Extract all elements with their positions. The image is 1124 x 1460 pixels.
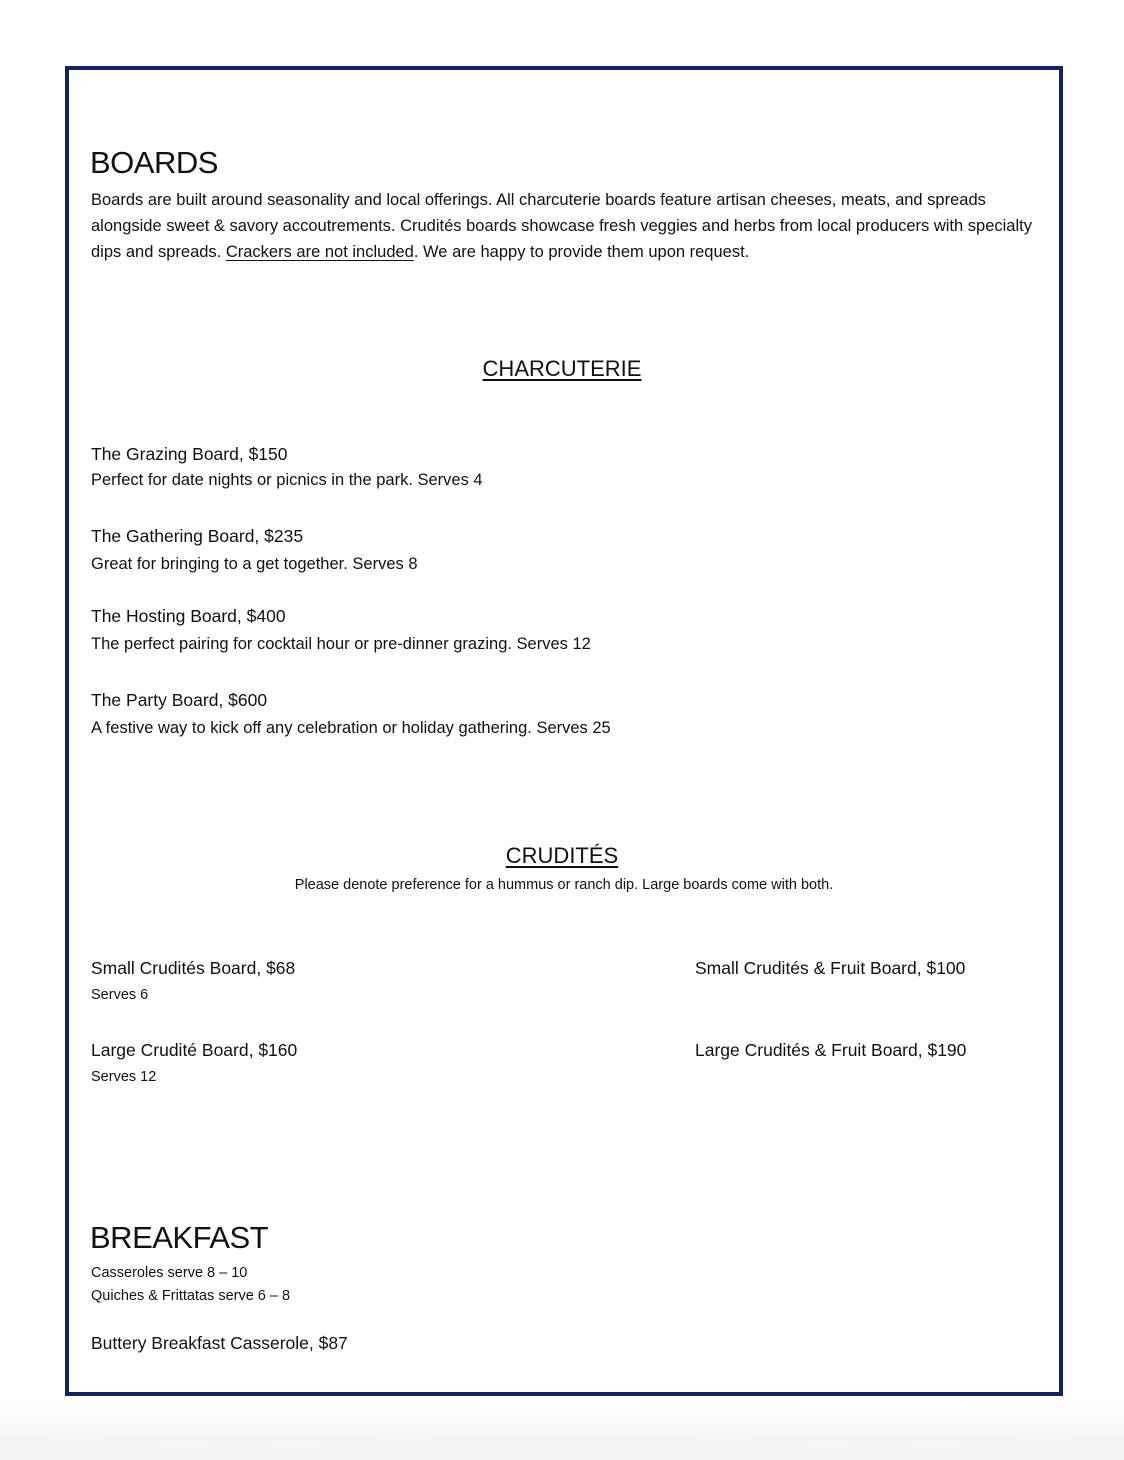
charcuterie-heading-wrap [0,356,1124,382]
breakfast-note: Casseroles serve 8 – 10 [91,1265,248,1281]
boards-heading: BOARDS [90,145,218,180]
breakfast-note: Quiches & Frittatas serve 6 – 8 [91,1288,291,1304]
item-desc: Perfect for date nights or picnics in the park. Serves 4 [91,471,483,489]
boards-intro [91,187,1041,265]
crudites-heading-wrap [0,843,1124,869]
item-title: Small Crudités Board, $68 [91,958,296,978]
item-title: The Gathering Board, $235 [91,526,304,546]
item-title: Large Crudités & Fruit Board, $190 [695,1040,967,1060]
item-desc: A festive way to kick off any celebration or holiday gathering. Serves 25 [91,719,611,737]
crudites-note: Please denote preference for a hummus or ranch dip. Large boards come with both. [294,877,834,893]
item-title: Large Crudité Board, $160 [91,1040,298,1060]
item-desc: Serves 6 [91,987,149,1003]
item-title: The Grazing Board, $150 [91,444,288,464]
breakfast-heading: BREAKFAST [90,1220,269,1255]
item-desc: Serves 12 [91,1069,157,1085]
item-title: The Hosting Board, $400 [91,606,286,626]
item-title: The Party Board, $600 [91,690,268,710]
intro-text: Boards are built around seasonality and local offerings. All charcuterie boards feature artisan cheeses, meats, and spreads alongside sweet & savory accoutrements. Crudités boards showcase fresh veggies and herbs from local producers with specialty dips and spreads. [91,191,1032,261]
item-desc: Great for bringing to a get together. Serves 8 [91,555,418,573]
item-title: Small Crudités & Fruit Board, $100 [695,958,966,978]
item-desc: The perfect pairing for cocktail hour or pre-dinner grazing. Serves 12 [91,635,591,653]
intro-text-end: . We are happy to provide them upon request. [413,243,750,261]
crackers-note: Crackers are not included [225,243,414,261]
item-title: Buttery Breakfast Casserole, $87 [91,1333,348,1353]
charcuterie-heading: CHARCUTERIE [482,356,642,381]
crudites-heading: CRUDITÉS [505,843,619,868]
